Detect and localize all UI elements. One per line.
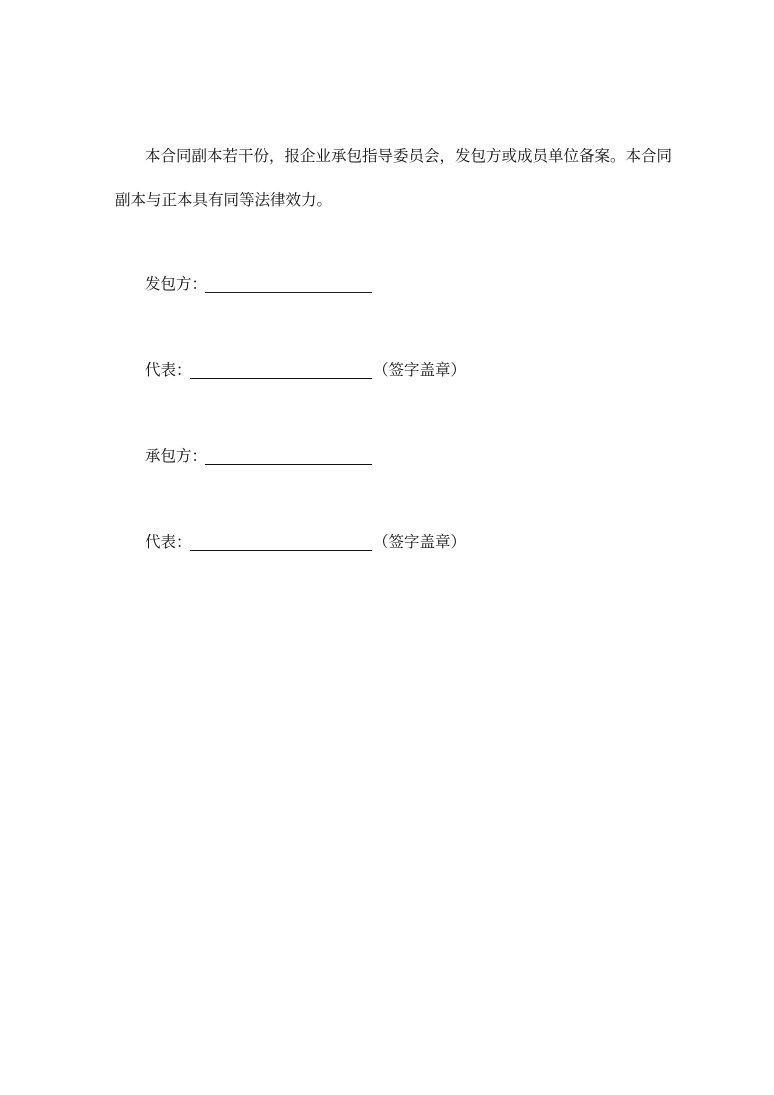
contractor-stamp-note: （签字盖章）	[373, 533, 467, 551]
contractor-signature-line[interactable]	[205, 464, 372, 465]
contractor-representative-signature-line[interactable]	[190, 550, 372, 551]
issuer-stamp-note: （签字盖章）	[373, 361, 467, 379]
issuer-representative-signature-line[interactable]	[190, 378, 372, 379]
issuer-signature-line[interactable]	[205, 292, 372, 293]
contractor-representative-label: 代表：	[145, 533, 192, 551]
body-paragraph-line-1: 本合同副本若干份，报企业承包指导委员会，发包方或成员单位备案。本合同	[145, 147, 673, 165]
issuer-representative-label: 代表：	[145, 361, 192, 379]
issuer-label: 发包方：	[145, 275, 208, 293]
contractor-label: 承包方：	[145, 447, 208, 465]
body-paragraph-line-2: 副本与正本具有同等法律效力。	[115, 191, 333, 209]
